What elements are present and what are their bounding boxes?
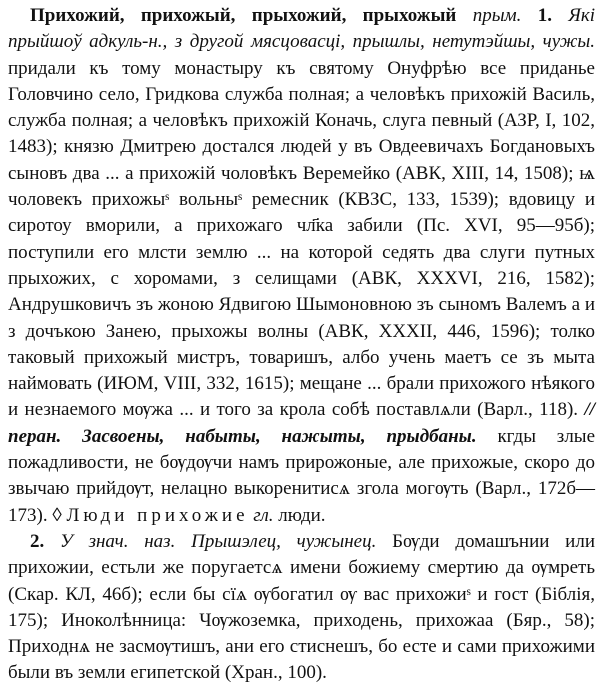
- separator-mark: //: [584, 399, 595, 421]
- sense-gloss: Які прыйшоў адкуль-н., з другой мясцовасці, прышлы, нетутэйшы, чужы.: [8, 5, 595, 53]
- part-of-speech: прым.: [472, 5, 522, 26]
- sense-number: 1.: [537, 5, 553, 26]
- dictionary-entry-sense-2: [8, 529, 595, 687]
- headword: Прихожий, прихожый, прыхожий, прыхожый: [30, 5, 457, 26]
- sense-gloss: У знач. наз. Прышэлец, чужынец.: [60, 530, 377, 552]
- citations: придали къ тому монастыру къ святому Онуфрѣю все приданье Головчино село, Гридкова служба полная; а человѣкъ прихожій Василь, служба полная; а человѣкъ прихожій Коначь, слуга певный (АЗР, I, 102, 1483); князю Дмитрею достался людей у въ Овдеевичахъ Богдановыхъ сыновъ два ... а прихожій чоловѣкъ Веремейко (АВК, XIII, 14, 1508); ѩ чоловекъ прихожыˢ вольныˢ ремесник (КВЗС, 133, 1539); вдовицу и сиротоу вморили, а прихожаго чл҃ка забили (Пс. XVI, 95—95б); поступили его млсти землю ... на которой седять два слуги путных прыхожих, с хоромами, з селищами (АВК, XXXVI, 216, 1582); Андрушковичъ зъ жоною Ядвигою Шымоновною зъ сыномъ Валемъ а и з дочъкою Занею, прыхожы волны (АВК, XXXII, 446, 1596); толко таковый прихожый мистръ, товаришъ, албо учень маетъ се зъ мыта наймовать (ИЮМ, VIII, 332, 1615); мещане ... брали прихожого нѣякого и незнаемого мѹжа ... и того за крола собѣ поставлѧли (Варл., 118).: [8, 57, 595, 421]
- cross-reference-pos: гл.: [253, 504, 274, 526]
- figurative-gloss: Засвоены, набыты, нажыты, прыдбаны.: [82, 425, 477, 447]
- figurative-label: перан.: [8, 425, 62, 447]
- sense-number: 2.: [30, 530, 45, 552]
- dictionary-entry-sense-1: [8, 3, 595, 529]
- cross-reference-phrase: Люди прихожие: [66, 504, 249, 526]
- figurative-citation: кгды злые пожадливости, не бѹдѹчи намъ прирожоные, але прихожые, скоро до звычаю прийдѹт, нелацно выкоренитисѧ згола могѹть (Варл., 172б—173).: [8, 425, 595, 526]
- cross-reference-arrow: ◊: [52, 504, 62, 526]
- citations: Бѹди домашънии или прихожии, естьли же поругаетсѧ имени божиему смертию да ѹмреть (Скар. КЛ, 46б); если бы сїѧ ѹбогатил ѹ вас прихожиˢ и гост (Біблія, 175); Иноколѣнница: Чѹжоземка, приходень, прихожаа (Бяр., 58); Приходнѧ не засмѹтишъ, ани его стиснешъ, бо есте и сами прихожими были въ земли египетской (Хран., 100).: [8, 530, 596, 684]
- cross-reference-target: люди.: [278, 504, 326, 526]
